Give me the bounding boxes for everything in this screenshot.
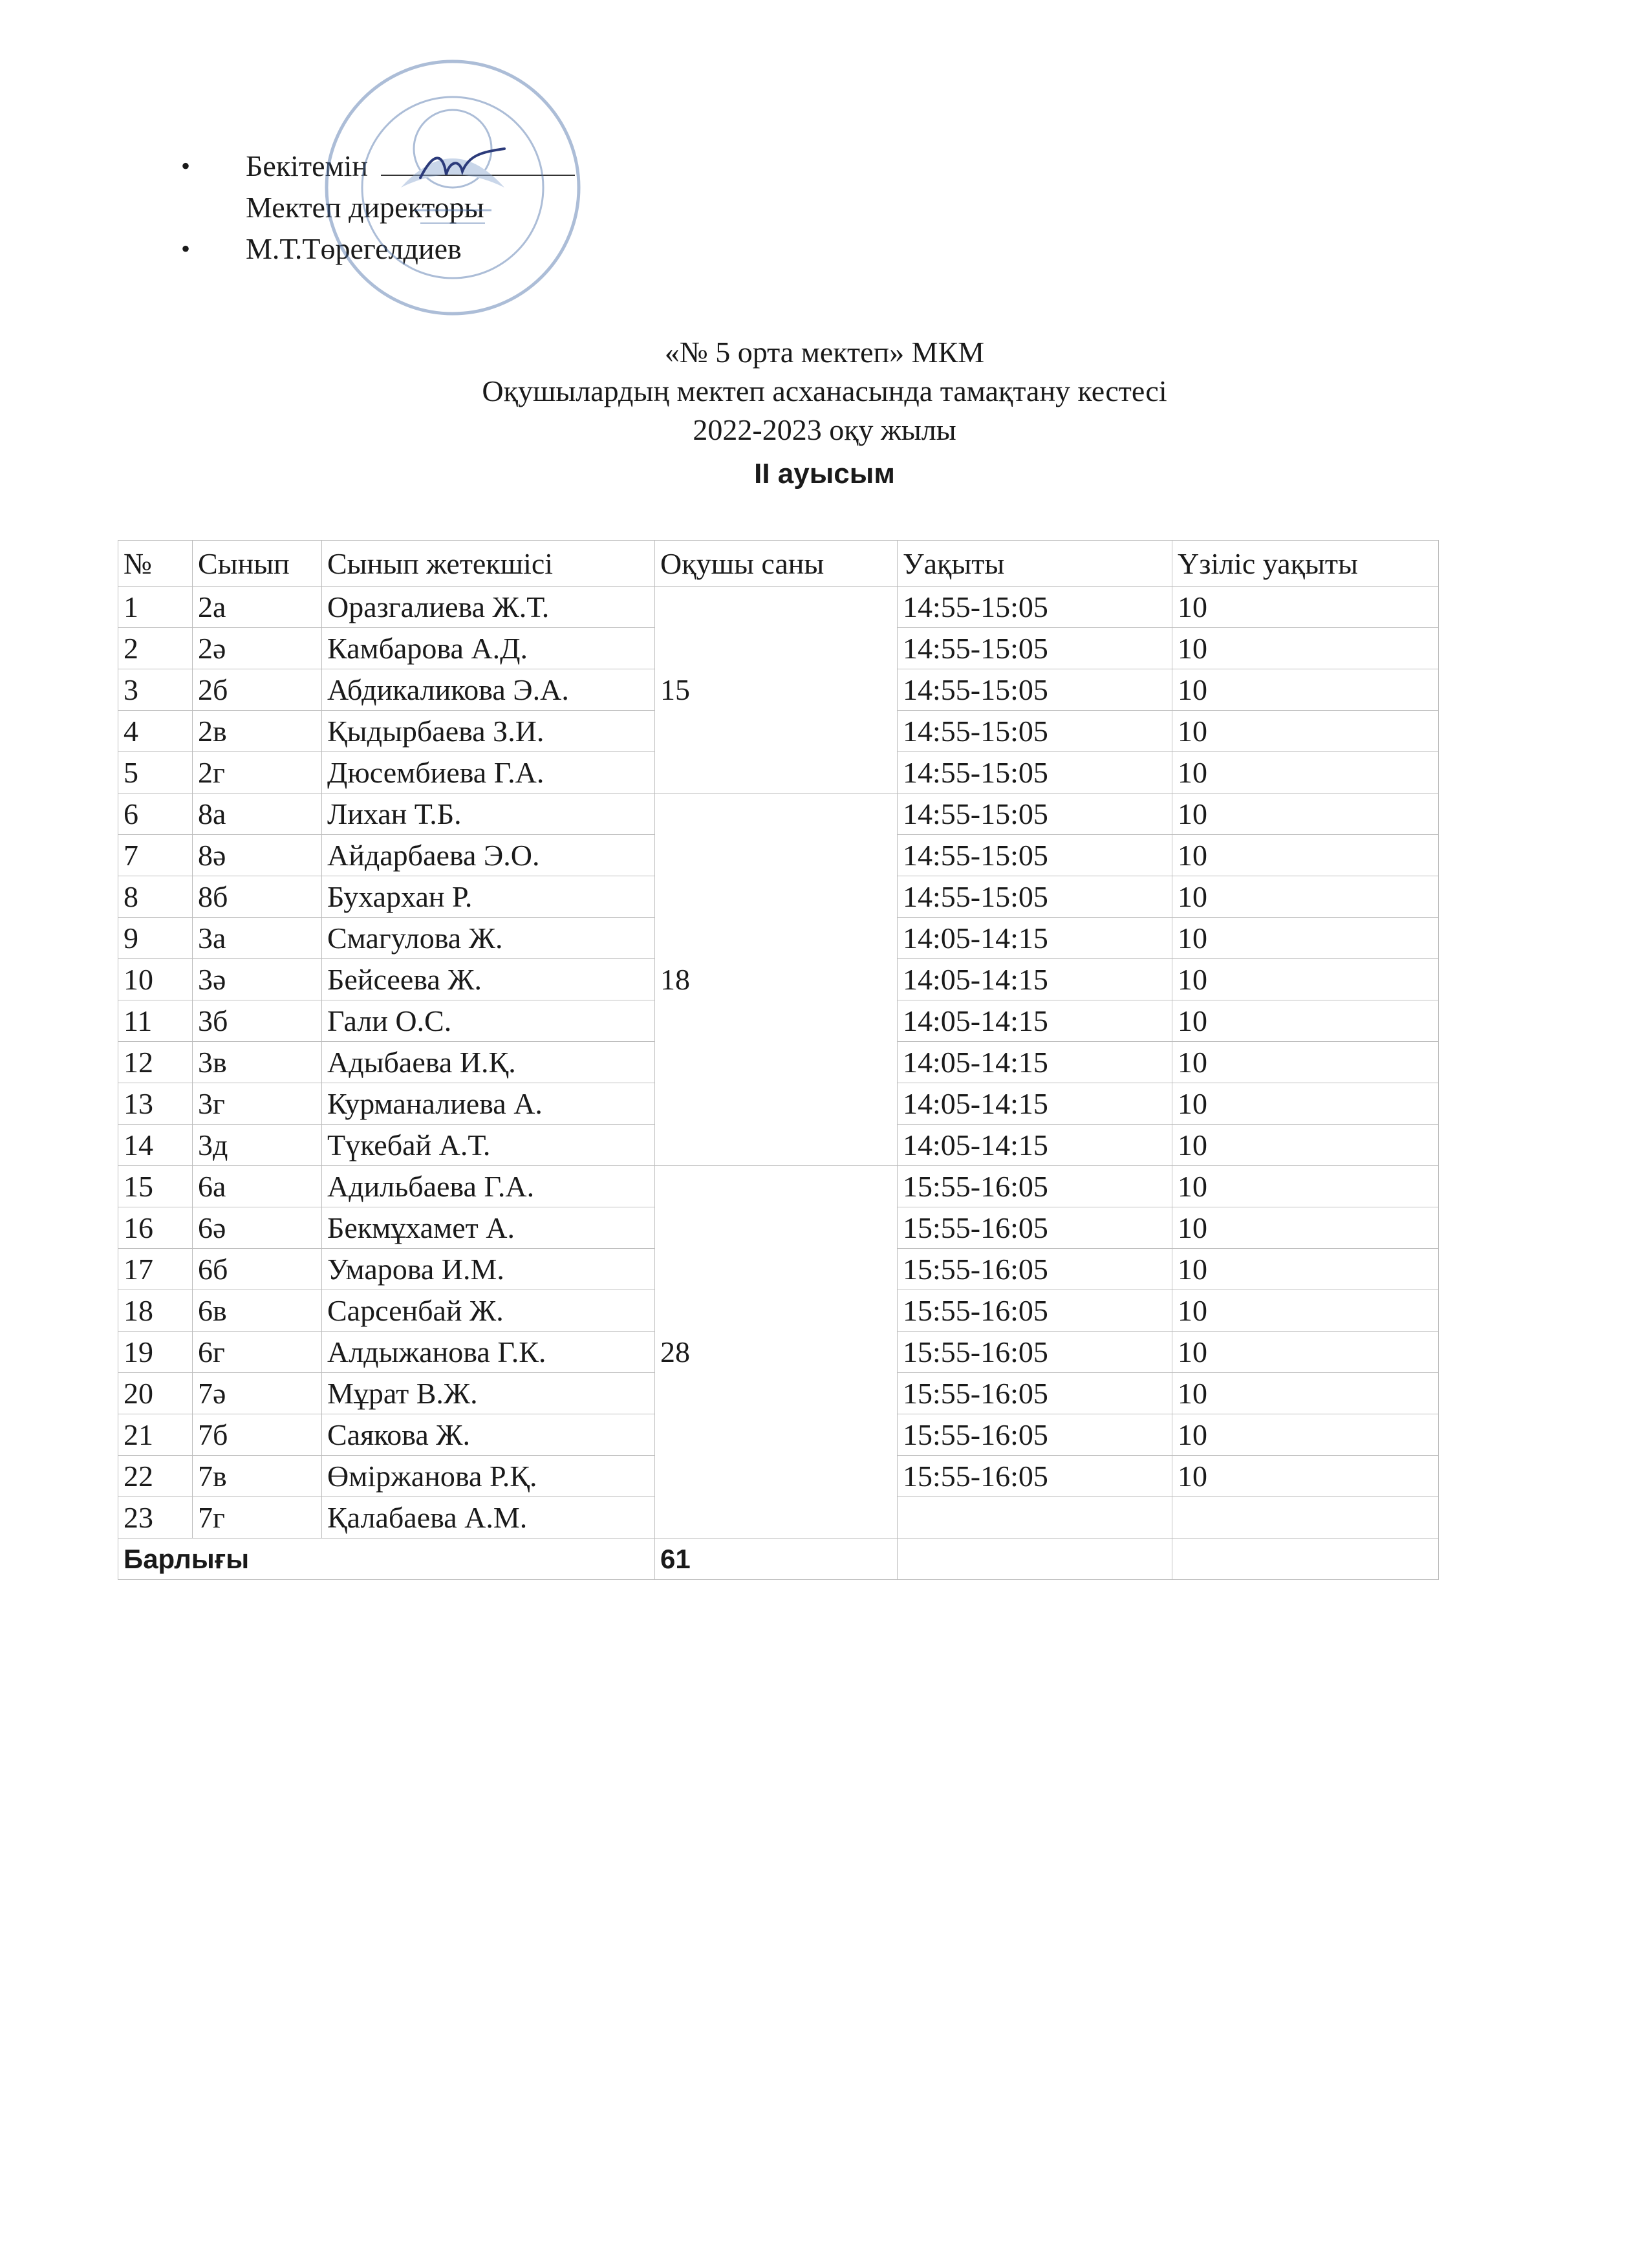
class-cell: 2в — [193, 711, 322, 752]
break-cell: 10 — [1172, 1083, 1439, 1125]
teacher-cell: Адыбаева И.Қ. — [322, 1042, 655, 1083]
time-cell: 15:55-16:05 — [898, 1290, 1172, 1332]
break-cell: 10 — [1172, 1000, 1439, 1042]
teacher-cell: Өміржанова Р.Қ. — [322, 1456, 655, 1497]
teacher-cell: Гали О.С. — [322, 1000, 655, 1042]
table-row — [118, 1166, 1439, 1207]
class-cell: 2а — [193, 587, 322, 628]
time-cell: 15:55-16:05 — [898, 1249, 1172, 1290]
shift-label: ІІ ауысым — [754, 458, 895, 490]
break-cell: 10 — [1172, 1373, 1439, 1414]
teacher-cell: Бухархан Р. — [322, 876, 655, 918]
break-cell: 10 — [1172, 1414, 1439, 1456]
teacher-cell: Дюсембиева Г.А. — [322, 752, 655, 794]
break-cell: 10 — [1172, 1249, 1439, 1290]
row-number: 12 — [118, 1042, 193, 1083]
time-cell: 14:55-15:05 — [898, 669, 1172, 711]
class-cell: 6ә — [193, 1207, 322, 1249]
column-header: № — [118, 541, 193, 587]
time-cell: 14:55-15:05 — [898, 587, 1172, 628]
break-cell: 10 — [1172, 959, 1439, 1000]
break-cell: 10 — [1172, 794, 1439, 835]
row-number: 23 — [118, 1497, 193, 1539]
time-cell: 14:55-15:05 — [898, 835, 1172, 876]
teacher-cell: Курманалиева А. — [322, 1083, 655, 1125]
class-cell: 6а — [193, 1166, 322, 1207]
row-number: 14 — [118, 1125, 193, 1166]
time-cell: 14:55-15:05 — [898, 794, 1172, 835]
break-cell: 10 — [1172, 1207, 1439, 1249]
row-number: 21 — [118, 1414, 193, 1456]
table-header-row — [118, 541, 1439, 587]
time-cell: 14:55-15:05 — [898, 711, 1172, 752]
total-value: 61 — [655, 1539, 898, 1580]
row-number: 7 — [118, 835, 193, 876]
row-number: 22 — [118, 1456, 193, 1497]
class-cell: 3б — [193, 1000, 322, 1042]
time-cell: 14:05-14:15 — [898, 1083, 1172, 1125]
schedule-title: Оқушылардың мектеп асханасында тамақтану кестесі — [482, 374, 1167, 407]
time-cell: 15:55-16:05 — [898, 1414, 1172, 1456]
teacher-cell: Адильбаева Г.А. — [322, 1166, 655, 1207]
time-cell: 15:55-16:05 — [898, 1373, 1172, 1414]
row-number: 18 — [118, 1290, 193, 1332]
time-cell: 14:55-15:05 — [898, 628, 1172, 669]
teacher-cell: Мұрат В.Ж. — [322, 1373, 655, 1414]
break-cell: 10 — [1172, 1166, 1439, 1207]
class-cell: 3д — [193, 1125, 322, 1166]
class-cell: 7г — [193, 1497, 322, 1539]
time-cell: 14:05-14:15 — [898, 1042, 1172, 1083]
class-cell: 7ә — [193, 1373, 322, 1414]
time-cell: 14:05-14:15 — [898, 959, 1172, 1000]
row-number: 20 — [118, 1373, 193, 1414]
time-cell: 15:55-16:05 — [898, 1166, 1172, 1207]
empty-cell — [898, 1539, 1172, 1580]
break-cell: 10 — [1172, 752, 1439, 794]
student-count-cell: 28 — [655, 1166, 898, 1539]
row-number: 4 — [118, 711, 193, 752]
row-number: 5 — [118, 752, 193, 794]
break-cell: 10 — [1172, 711, 1439, 752]
row-number: 15 — [118, 1166, 193, 1207]
approval-name: М.Т.Төрегелдиев — [246, 232, 462, 265]
teacher-cell: Камбарова А.Д. — [322, 628, 655, 669]
teacher-cell: Қалабаева А.М. — [322, 1497, 655, 1539]
time-cell: 14:05-14:15 — [898, 1125, 1172, 1166]
teacher-cell: Абдикаликова Э.А. — [322, 669, 655, 711]
row-number: 9 — [118, 918, 193, 959]
row-number: 19 — [118, 1332, 193, 1373]
approval-position: Мектеп директоры — [246, 191, 484, 224]
class-cell: 3в — [193, 1042, 322, 1083]
approval-approve: Бекітемін — [246, 149, 368, 182]
teacher-cell: Алдыжанова Г.К. — [322, 1332, 655, 1373]
break-cell: 10 — [1172, 876, 1439, 918]
bullet-icon: • — [181, 234, 191, 263]
row-number: 6 — [118, 794, 193, 835]
student-count-cell: 18 — [655, 794, 898, 1166]
class-cell: 6в — [193, 1290, 322, 1332]
class-cell: 8б — [193, 876, 322, 918]
time-cell: 14:55-15:05 — [898, 752, 1172, 794]
column-header: Сынып жетекшісі — [322, 541, 655, 587]
break-cell: 10 — [1172, 835, 1439, 876]
table-row — [118, 587, 1439, 628]
teacher-cell: Умарова И.М. — [322, 1249, 655, 1290]
time-cell: 14:55-15:05 — [898, 876, 1172, 918]
class-cell: 6г — [193, 1332, 322, 1373]
class-cell: 2ә — [193, 628, 322, 669]
time-cell: 15:55-16:05 — [898, 1332, 1172, 1373]
school-name: «№ 5 орта мектеп» МКМ — [664, 336, 985, 369]
break-cell: 10 — [1172, 1042, 1439, 1083]
teacher-cell: Бекмұхамет А. — [322, 1207, 655, 1249]
director-signature-icon — [414, 139, 511, 191]
document-heading — [0, 333, 1649, 493]
break-cell: 10 — [1172, 1456, 1439, 1497]
class-cell: 7в — [193, 1456, 322, 1497]
class-cell: 8ә — [193, 835, 322, 876]
time-cell: 14:05-14:15 — [898, 1000, 1172, 1042]
class-cell: 3а — [193, 918, 322, 959]
row-number: 11 — [118, 1000, 193, 1042]
class-cell: 2б — [193, 669, 322, 711]
break-cell — [1172, 1497, 1439, 1539]
class-cell: 3г — [193, 1083, 322, 1125]
row-number: 16 — [118, 1207, 193, 1249]
teacher-cell: Смагулова Ж. — [322, 918, 655, 959]
break-cell: 10 — [1172, 918, 1439, 959]
teacher-cell: Айдарбаева Э.О. — [322, 835, 655, 876]
column-header: Сынып — [193, 541, 322, 587]
academic-year: 2022-2023 оқу жылы — [693, 413, 956, 446]
break-cell: 10 — [1172, 628, 1439, 669]
class-cell: 8а — [193, 794, 322, 835]
teacher-cell: Лихан Т.Б. — [322, 794, 655, 835]
class-cell: 6б — [193, 1249, 322, 1290]
row-number: 10 — [118, 959, 193, 1000]
bullet-icon: • — [181, 151, 191, 180]
student-count-cell: 15 — [655, 587, 898, 794]
row-number: 17 — [118, 1249, 193, 1290]
row-number: 13 — [118, 1083, 193, 1125]
total-row — [118, 1539, 1439, 1580]
column-header: Оқушы саны — [655, 541, 898, 587]
empty-cell — [1172, 1539, 1439, 1580]
row-number: 1 — [118, 587, 193, 628]
row-number: 3 — [118, 669, 193, 711]
column-header: Үзіліс уақыты — [1172, 541, 1439, 587]
column-header: Уақыты — [898, 541, 1172, 587]
time-cell — [898, 1497, 1172, 1539]
teacher-cell: Бейсеева Ж. — [322, 959, 655, 1000]
class-cell: 3ә — [193, 959, 322, 1000]
time-cell: 15:55-16:05 — [898, 1207, 1172, 1249]
row-number: 2 — [118, 628, 193, 669]
table-row — [118, 794, 1439, 835]
class-cell: 2г — [193, 752, 322, 794]
teacher-cell: Қыдырбаева З.И. — [322, 711, 655, 752]
row-number: 8 — [118, 876, 193, 918]
teacher-cell: Оразгалиева Ж.Т. — [322, 587, 655, 628]
time-cell: 14:05-14:15 — [898, 918, 1172, 959]
meal-schedule-table — [118, 540, 1439, 1580]
break-cell: 10 — [1172, 1332, 1439, 1373]
time-cell: 15:55-16:05 — [898, 1456, 1172, 1497]
break-cell: 10 — [1172, 587, 1439, 628]
teacher-cell: Саякова Ж. — [322, 1414, 655, 1456]
teacher-cell: Түкебай А.Т. — [322, 1125, 655, 1166]
class-cell: 7б — [193, 1414, 322, 1456]
total-label: Барлығы — [118, 1539, 655, 1580]
break-cell: 10 — [1172, 1290, 1439, 1332]
break-cell: 10 — [1172, 1125, 1439, 1166]
teacher-cell: Сарсенбай Ж. — [322, 1290, 655, 1332]
break-cell: 10 — [1172, 669, 1439, 711]
